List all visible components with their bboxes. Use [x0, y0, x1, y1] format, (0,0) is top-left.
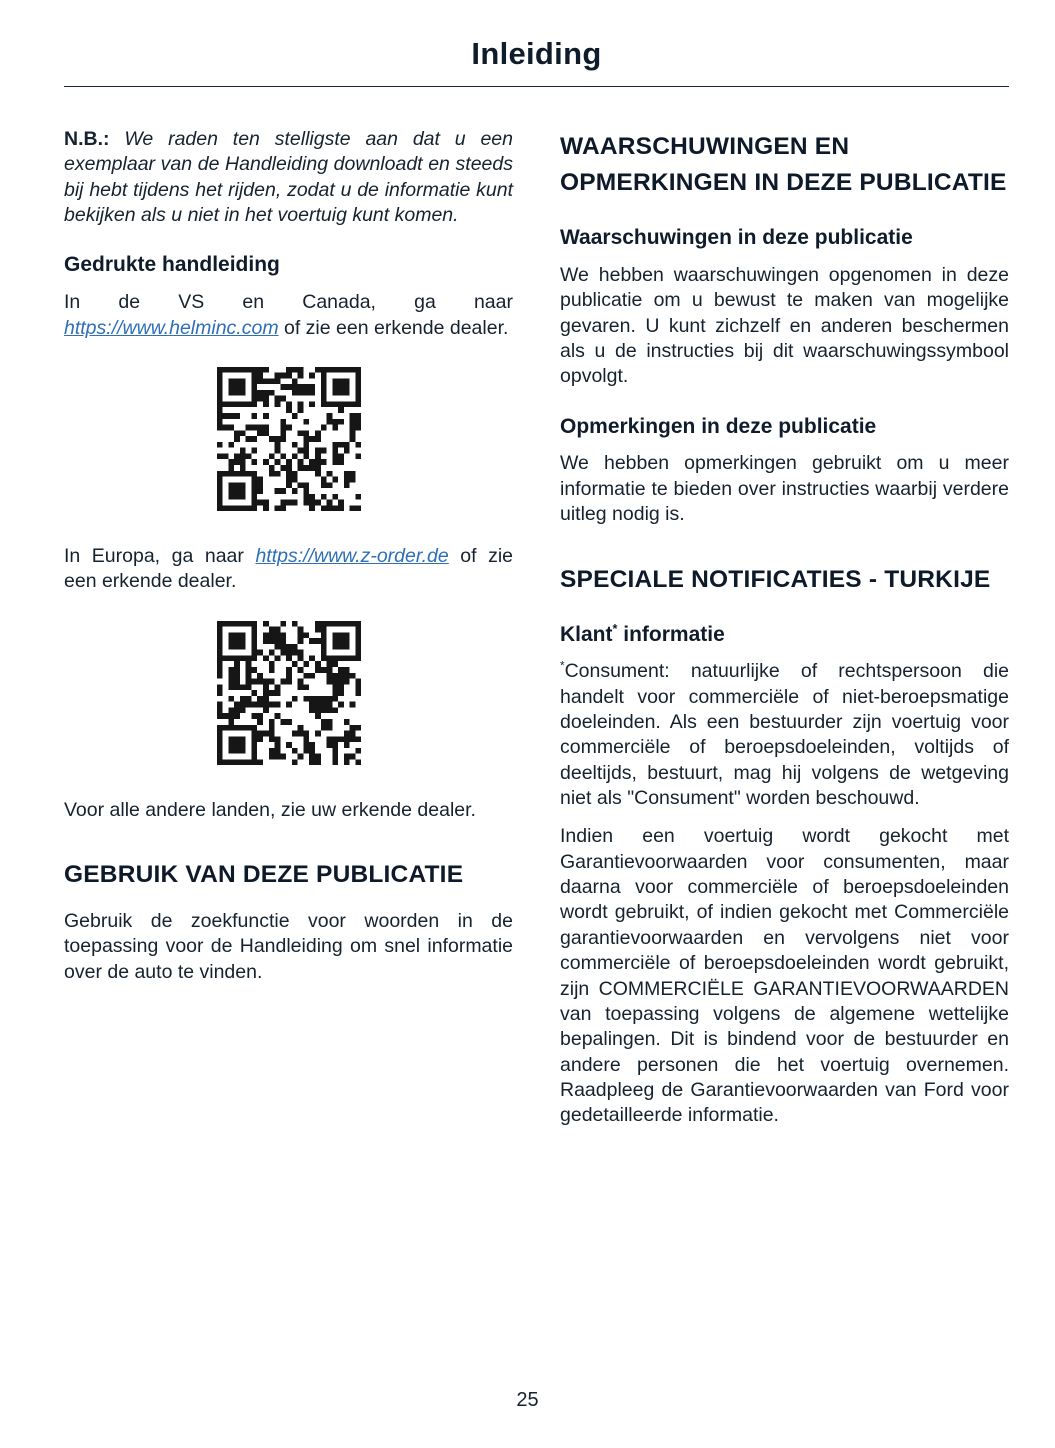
- qr-code-helminc-image: [211, 361, 367, 517]
- special-notifications-heading: SPECIALE NOTIFICATIES - TURKIJE: [560, 565, 991, 593]
- note-text: We raden ten stelligste aan dat u een exemplaar van de Handleiding downloadt en steeds bij hebt tijdens het rijden, zodat u de informatie kunt bekijken als u niet in het voertuig kunt komen.: [64, 128, 513, 227]
- eu-dealer-text-before: In Europa, ga naar: [64, 544, 256, 567]
- usage-body: Gebruik de zoekfunctie voor woorden in de toepassing voor de Handleiding om snel informatie over de auto te vinden.: [64, 909, 513, 983]
- page-footer: [0, 1389, 1055, 1412]
- printed-manual-heading: Gedrukte handleiding: [64, 253, 280, 277]
- warnings-body: We hebben waarschuwingen opgenomen in deze publicatie om u bewust te maken van mogelijke gevaren. U kunt zichzelf en anderen beschermen als u de instructies bij dit waarschuwingssymbool opvolgt.: [560, 263, 1009, 388]
- helminc-link[interactable]: https://www.helminc.com: [64, 316, 279, 339]
- eu-dealer-paragraph: [64, 544, 513, 595]
- customer-info-asterisk: *: [612, 621, 618, 636]
- eu-dealer-text-after: of zie een erkende dealer.: [64, 544, 514, 593]
- us-dealer-text-after: of zie een erkende dealer.: [278, 316, 509, 339]
- right-column: [560, 127, 1009, 1142]
- page-header: [64, 36, 1009, 87]
- consument-text: Consument: natuurlijke of rechtspersoon die handelt voor commerciële of niet-beroepsmatige doeleinden. Als een bestuurder zijn voertuig voor commerciële of beroepsdoeleinden, voltijds of deeltijds, bestuurt, mag hij volgens de wetgeving niet als "Consument" worden beschouwd.: [560, 660, 1009, 810]
- z-order-link[interactable]: https://www.z-order.de: [255, 544, 449, 567]
- qr-code-z-order: [64, 615, 513, 776]
- content-columns: [64, 127, 1009, 1142]
- consument-asterisk: *: [560, 659, 565, 673]
- customer-info-heading-text: Klant: [560, 622, 613, 646]
- warnings-heading: WAARSCHUWINGEN EN OPMERKINGEN IN DEZE PUBLICATIE: [560, 133, 1007, 196]
- left-column: [64, 127, 513, 1142]
- note-paragraph: [64, 127, 513, 228]
- other-countries-text: Voor alle andere landen, zie uw erkende dealer.: [64, 798, 476, 821]
- note-label: N.B.:: [64, 128, 110, 150]
- qr-code-z-order-image: [211, 615, 367, 771]
- header-divider: [64, 86, 1009, 87]
- us-dealer-paragraph: [64, 290, 513, 341]
- us-dealer-text-before: In de VS en Canada, ga naar: [64, 291, 513, 314]
- qr-code-helminc: [64, 361, 513, 522]
- warranty-paragraph: Indien een voertuig wordt gekocht met Garantievoorwaarden voor consumenten, maar daarna voor commerciële of beroepsdoeleinden wordt gebruikt, of indien gekocht met Commerciële garantievoorwaarden en vervolgens niet voor commerciële of beroepsdoeleinden wordt gebruikt, zijn COMMERCIËLE GARANTIEVOORWAARDEN van toepassing volgens de algemene wettelijke bepalingen. Dit is bindend voor de bestuurder en andere personen die het voertuig overnemen. Raadpleeg de Garantievoorwaarden van Ford voor gedetailleerde informatie.: [560, 825, 1009, 1127]
- warnings-subheading: Waarschuwingen in deze publicatie: [560, 226, 913, 249]
- page-number: 25: [516, 1389, 539, 1411]
- consument-definition: [560, 659, 1009, 811]
- notes-body: We hebben opmerkingen gebruikt om u meer informatie te bieden over instructies waarbij verdere uitleg nodig is.: [560, 452, 1009, 526]
- notes-subheading: Opmerkingen in deze publicatie: [560, 414, 877, 438]
- usage-heading: GEBRUIK VAN DEZE PUBLICATIE: [64, 860, 464, 888]
- customer-info-heading-suffix: informatie: [617, 622, 725, 646]
- page-title: Inleiding: [471, 36, 602, 71]
- customer-info-heading: [560, 622, 1009, 649]
